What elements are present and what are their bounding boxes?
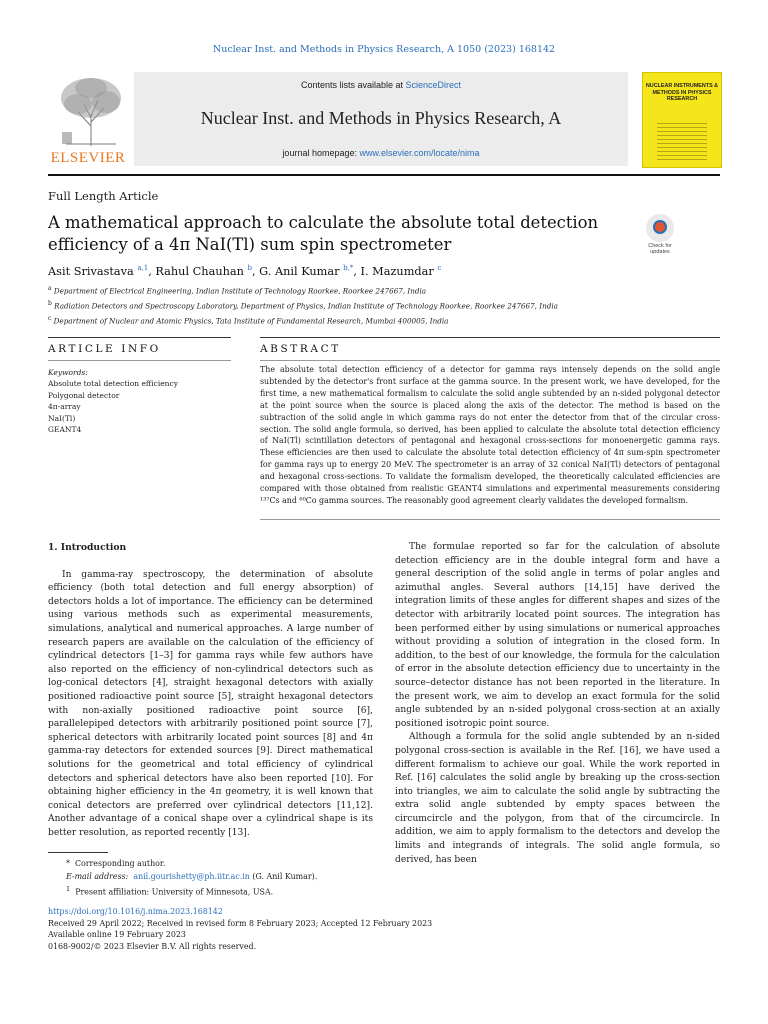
elsevier-logo[interactable]	[48, 72, 128, 168]
sciencedirect-link[interactable]: ScienceDirect	[405, 80, 462, 90]
divider	[260, 360, 720, 361]
copyright: 0168-9002/© 2023 Elsevier B.V. All rights reserved.	[48, 941, 257, 951]
author-affil-link[interactable]: b,*	[343, 264, 354, 272]
footnote-present: $^1$ Present affiliation: University of Minnesota, USA.	[66, 885, 274, 897]
received-dates: Received 29 April 2022; Received in revised form 8 February 2023; Accepted 12 February 2023	[48, 918, 433, 928]
homepage-link[interactable]: www.elsevier.com/locate/nima	[359, 148, 480, 158]
homepage-prefix: journal homepage:	[282, 148, 360, 158]
author-affil-link[interactable]: a,1	[137, 264, 149, 272]
paragraph: Although a formula for the solid angle subtended by an n-sided polygonal cross-section is available in the Ref. [16], we have used a different formalism to achieve our goal. While the work reported in Ref. [16] calculates the solid angle by breaking up the cross-section into triangles, we aim to calculate the solid angle by subtracting the extra solid angle subtended by empty spaces between the circumcircle and the polygon, from that of the circumcircle. In addition, we aim to apply formalism to the detectors and develop the limits and integrands of integrals. The solid angle formula, so derived, has been	[395, 732, 720, 865]
doi-link[interactable]: https://doi.org/10.1016/j.nima.2023.168142	[48, 907, 223, 916]
author-affil-link[interactable]: b	[247, 264, 252, 272]
online-date: Available online 19 February 2023	[48, 930, 186, 940]
contents-prefix: Contents lists available at	[300, 80, 406, 90]
article-title: A mathematical approach to calculate the absolute total detection efficiency of a 4π NaI(Tl) sum spin spectrometer	[48, 213, 599, 254]
contents-line	[134, 80, 628, 90]
article-type: Full Length Article	[48, 189, 159, 203]
footnote-corresponding: * Corresponding author.	[66, 859, 166, 868]
affiliation-item: $^c$ Department of Nuclear and Atomic Physics, Tata Institute of Fundamental Research, Mumbai 400005, India	[48, 314, 449, 326]
journal-reference-link[interactable]: Nuclear Inst. and Methods in Physics Research, A 1050 (2023) 168142	[212, 44, 556, 55]
keyword: Absolute total detection efficiency	[48, 379, 178, 389]
author-list: Asit Srivastava $^{a,1}$, Rahul Chauhan $^b$, G. Anil Kumar $^{b,*}$, I. Mazumdar $^c$	[48, 264, 442, 278]
author-name: I. Mazumdar	[360, 264, 434, 278]
paragraph: In gamma-ray spectroscopy, the determination of absolute efficiency (both total detection and full energy absorption) of detectors holds a lot of importance. The efficiency can be determined using various methods such as experimental measurements, simulations, analytical and numerical approaches. A large number of research papers are available on the calculation of the efficiency of cylindrical detectors [1–3] for gamma rays while few authors have also reported on the efficiency of non-cylindrical detectors such as log-conical detectors [4], straight hexagonal detectors with axially positioned radioactive point source [5], straight hexagonal detectors with non-axially positioned radioactive point source [6], parallelepiped detectors with arbitrarily positioned point source [7], spherical detectors with arbitrarily located point sources [8] and 4π gamma-ray detectors for extended sources [9]. Direct mathematical solutions for the geometrical and total efficiency of cylindrical detectors and spherical detectors have also been reported [10]. For obtaining higher efficiency in the 4π geometry, it is well known that conical detectors are preferred over cylindrical detectors [11,12]. Another advantage of a conical shape over a cylindrical shape is its better resolution, as reported recently [13].	[48, 569, 373, 838]
article-info-heading: ARTICLE INFO	[48, 343, 161, 355]
footnote-email: E-mail address: anil.gourishetty@ph.iitr.ac.in (G. Anil Kumar).	[66, 871, 318, 881]
keyword: 4π-array	[48, 402, 81, 412]
crossmark-button[interactable]	[640, 214, 680, 254]
footnotes	[48, 858, 317, 899]
elsevier-wordmark: ELSEVIER	[50, 150, 126, 166]
affiliations	[48, 283, 558, 328]
affiliation-item: $^a$ Department of Electrical Engineering, Indian Institute of Technology Roorkee, Roorkee 247667, India	[48, 285, 427, 296]
body-column-left	[48, 541, 373, 840]
divider	[48, 337, 231, 338]
affiliation-item: $^b$ Radiation Detectors and Spectroscopy Laboratory, Department of Physics, Indian Institute of Technology Roorkee, Roorkee 247667, India	[48, 299, 558, 311]
abstract-text: The absolute total detection efficiency of a detector for gamma rays intensely depends on the solid angle subtended by the detector's front surface at the gamma source. In the present work, we have developed, for the first time, a new mathematical formalism to calculate the solid angle subtended by an n-sided polygonal detector at the point source when the source is placed along the axis of the detector. The method is based on the subtraction of the solid angle in which gamma rays do not enter the detector from that of the circular cross-section. The solid angle formula, so derived, has been applied to calculate the absolute total detection efficiency of NaI(Tl) scintillation detectors of pentagonal and hexagonal cross-sections for monoenergetic gamma rays. These efficiencies are then used to calculate the absolute total detection efficiency of 4π sum-spin spectrometer for gamma rays up to energy 20 MeV. The spectrometer is an array of 32 conical NaI(Tl) detectors of pentagonal and hexagonal cross-sections. To validate the formalism developed, the theoretically calculated efficiencies are compared with those obtained from realistic GEANT4 simulations and experimental measurements considering ¹³⁷Cs and ⁶⁰Co gamma sources. The reasonably good agreement clearly validates the developed formalism.	[260, 365, 720, 505]
homepage-line	[134, 148, 628, 158]
keyword: GEANT4	[48, 425, 82, 435]
section-heading: 1. Introduction	[48, 542, 127, 553]
keywords-list	[48, 367, 178, 435]
author-name: G. Anil Kumar	[259, 264, 340, 278]
email-link[interactable]: anil.gourishetty@ph.iitr.ac.in	[133, 871, 250, 881]
journal-title: Nuclear Inst. and Methods in Physics Research, A	[200, 108, 562, 128]
crossmark-dot-icon	[653, 220, 667, 234]
author-name: Rahul Chauhan	[155, 264, 244, 278]
masthead	[48, 72, 720, 172]
cover-title: NUCLEAR INSTRUMENTS & METHODS IN PHYSICS RESEARCH	[645, 83, 719, 102]
elsevier-tree-icon	[56, 74, 126, 148]
body-column-right	[395, 541, 720, 867]
abstract-heading: ABSTRACT	[260, 343, 341, 355]
divider	[48, 360, 231, 361]
cover-text-lines	[657, 123, 707, 163]
author-name: Asit Srivastava	[48, 264, 134, 278]
keyword: NaI(Tl)	[48, 413, 76, 423]
keyword: Polygonal detector	[48, 390, 120, 400]
masthead-rule	[48, 174, 720, 176]
bibliographic-info	[48, 906, 432, 952]
journal-banner	[134, 72, 628, 166]
footnote-rule	[48, 852, 108, 853]
crossmark-label: Check for updates	[648, 243, 672, 255]
author-affil-link[interactable]: c	[437, 264, 442, 272]
divider	[260, 519, 720, 520]
keywords-label: Keywords:	[48, 368, 88, 377]
journal-cover-thumbnail[interactable]	[642, 72, 722, 168]
divider	[260, 337, 720, 338]
paragraph: The formulae reported so far for the calculation of absolute detection efficiency are in the double integral form and have a general description of the solid angle in terms of polar angles and azimuthal angles. Several authors [14,15] have derived the integration limits of these angles for different shapes and sizes of the detector with arbitrarily located point sources. The integration has been performed either by using simulations or numerical approaches without providing a solution of integration in the closed form. In addition, to the best of our knowledge, the formula for the calculation of error in the absolute detection efficiency due to uncertainty in the source–detector distance has not been reported in the literature. In the present work, we aim to develop an exact formula for the solid angle subtended by an n-sided polygonal cross-section at an axially positioned isotropic point source.	[395, 542, 720, 729]
